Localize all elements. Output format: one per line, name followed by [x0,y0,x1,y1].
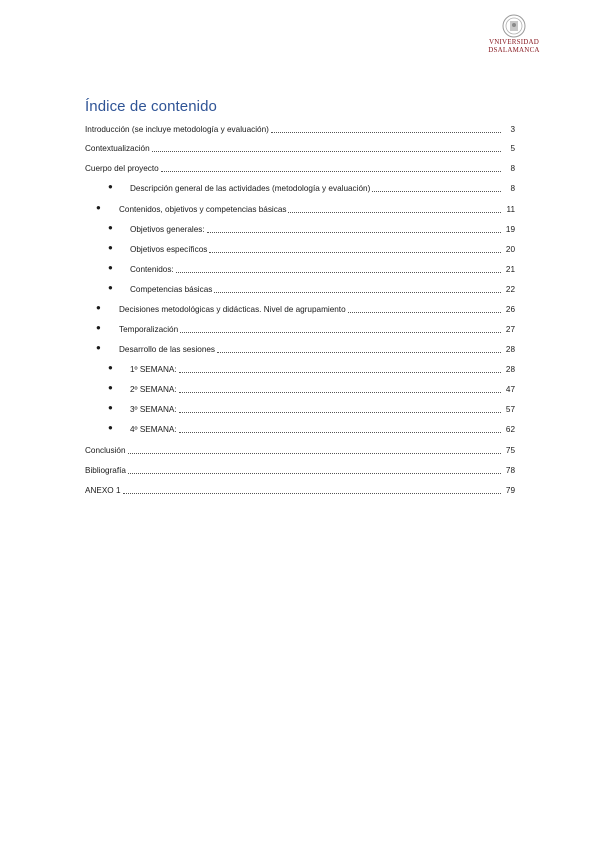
toc-title: Índice de contenido [85,98,217,115]
toc-entry-label: Introducción (se incluye metodología y evaluación) [85,125,269,134]
bullet-icon: ● [96,343,101,352]
toc-entry-page: 22 [505,285,515,294]
toc-entry[interactable] [85,121,515,135]
toc-entry-label: Contenidos: [130,265,174,274]
dot-leader [152,150,501,152]
dot-leader [214,291,501,293]
toc-entry-page: 3 [510,125,515,134]
bullet-icon: ● [108,223,113,232]
toc-entry-label: Competencias básicas [130,285,213,294]
toc-entry-label: Desarrollo de las sesiones [119,345,216,354]
bullet-icon: ● [96,323,101,332]
bullet-icon: ● [108,403,113,412]
dot-leader [179,411,501,413]
toc-entry-page: 47 [505,385,515,394]
toc-entry[interactable] [108,261,515,275]
bullet-icon: ● [108,182,113,191]
toc-entry[interactable] [108,361,515,375]
bullet-icon: ● [108,283,113,292]
toc-entry-page: 11 [506,205,515,214]
toc-entry-label: Descripción general de las actividades (metodología y evaluación) [130,184,371,193]
toc-entry-label: 1º SEMANA: [130,365,177,374]
toc-entry[interactable] [96,301,515,315]
toc-entry-label: Temporalización [119,325,179,334]
toc-entry[interactable] [85,140,515,154]
dot-leader [271,131,501,133]
toc-entry[interactable] [85,160,515,174]
toc-entry-page: 8 [510,184,515,193]
toc-entry-label: Contextualización [85,144,150,153]
toc-entry[interactable] [108,221,515,235]
toc-entry[interactable] [108,180,515,194]
dot-leader [180,331,501,333]
dot-leader [179,431,501,433]
dot-leader [288,211,501,213]
dot-leader [217,351,501,353]
toc-entry-page: 20 [505,245,515,254]
dot-leader [128,452,501,454]
toc-entry-page: 62 [505,425,515,434]
toc-entry-page: 28 [505,365,515,374]
toc-entry-label: Conclusión [85,446,126,455]
toc-entry[interactable] [96,321,515,335]
toc-entry-page: 27 [505,325,515,334]
bullet-icon: ● [96,203,101,212]
toc-entry-label: 2º SEMANA: [130,385,177,394]
toc-entry-label: Objetivos específicos [130,245,208,254]
toc-entry[interactable] [108,381,515,395]
dot-leader [176,271,501,273]
toc-entry-label: ANEXO 1 [85,486,121,495]
dot-leader [128,472,501,474]
bullet-icon: ● [96,303,101,312]
toc-entry-page: 26 [505,305,515,314]
logo-line-2: DSALAMANCA [488,46,540,54]
toc-entry-page: 21 [505,265,515,274]
toc-entry-page: 75 [505,446,515,455]
bullet-icon: ● [108,243,113,252]
toc-entry-label: Bibliografía [85,466,126,475]
bullet-icon: ● [108,383,113,392]
dot-leader [161,170,501,172]
bullet-icon: ● [108,363,113,372]
toc-entry-page: 78 [505,466,515,475]
toc-entry[interactable] [108,401,515,415]
bullet-icon: ● [108,263,113,272]
toc-entry-label: 4º SEMANA: [130,425,177,434]
toc-entry-page: 57 [505,405,515,414]
toc-entry-label: Objetivos generales: [130,225,205,234]
toc-entry[interactable] [85,482,515,496]
toc-entry[interactable] [108,421,515,435]
dot-leader [209,251,501,253]
toc-entry-label: 3º SEMANA: [130,405,177,414]
toc-entry[interactable] [85,462,515,476]
toc-entry[interactable] [108,241,515,255]
toc-entry[interactable] [108,281,515,295]
logo-line-1: VNIVERSIDAD [488,38,540,46]
toc-entry-page: 8 [510,164,515,173]
toc-entry[interactable] [96,341,515,355]
dot-leader [207,231,501,233]
toc-entry[interactable] [85,442,515,456]
dot-leader [348,311,501,313]
dot-leader [179,371,501,373]
dot-leader [123,492,502,494]
toc-entry-label: Cuerpo del proyecto [85,164,159,173]
dot-leader [179,391,501,393]
toc-entry-label: Contenidos, objetivos y competencias básicas [119,205,287,214]
toc-entry-label: Decisiones metodológicas y didácticas. Nivel de agrupamiento [119,305,346,314]
toc-entry-page: 79 [505,486,515,495]
bullet-icon: ● [108,423,113,432]
toc-entry-page: 19 [505,225,515,234]
toc-entry-page: 28 [505,345,515,354]
toc-entry-page: 5 [510,144,515,153]
toc-entry[interactable] [96,201,515,215]
dot-leader [372,190,501,192]
